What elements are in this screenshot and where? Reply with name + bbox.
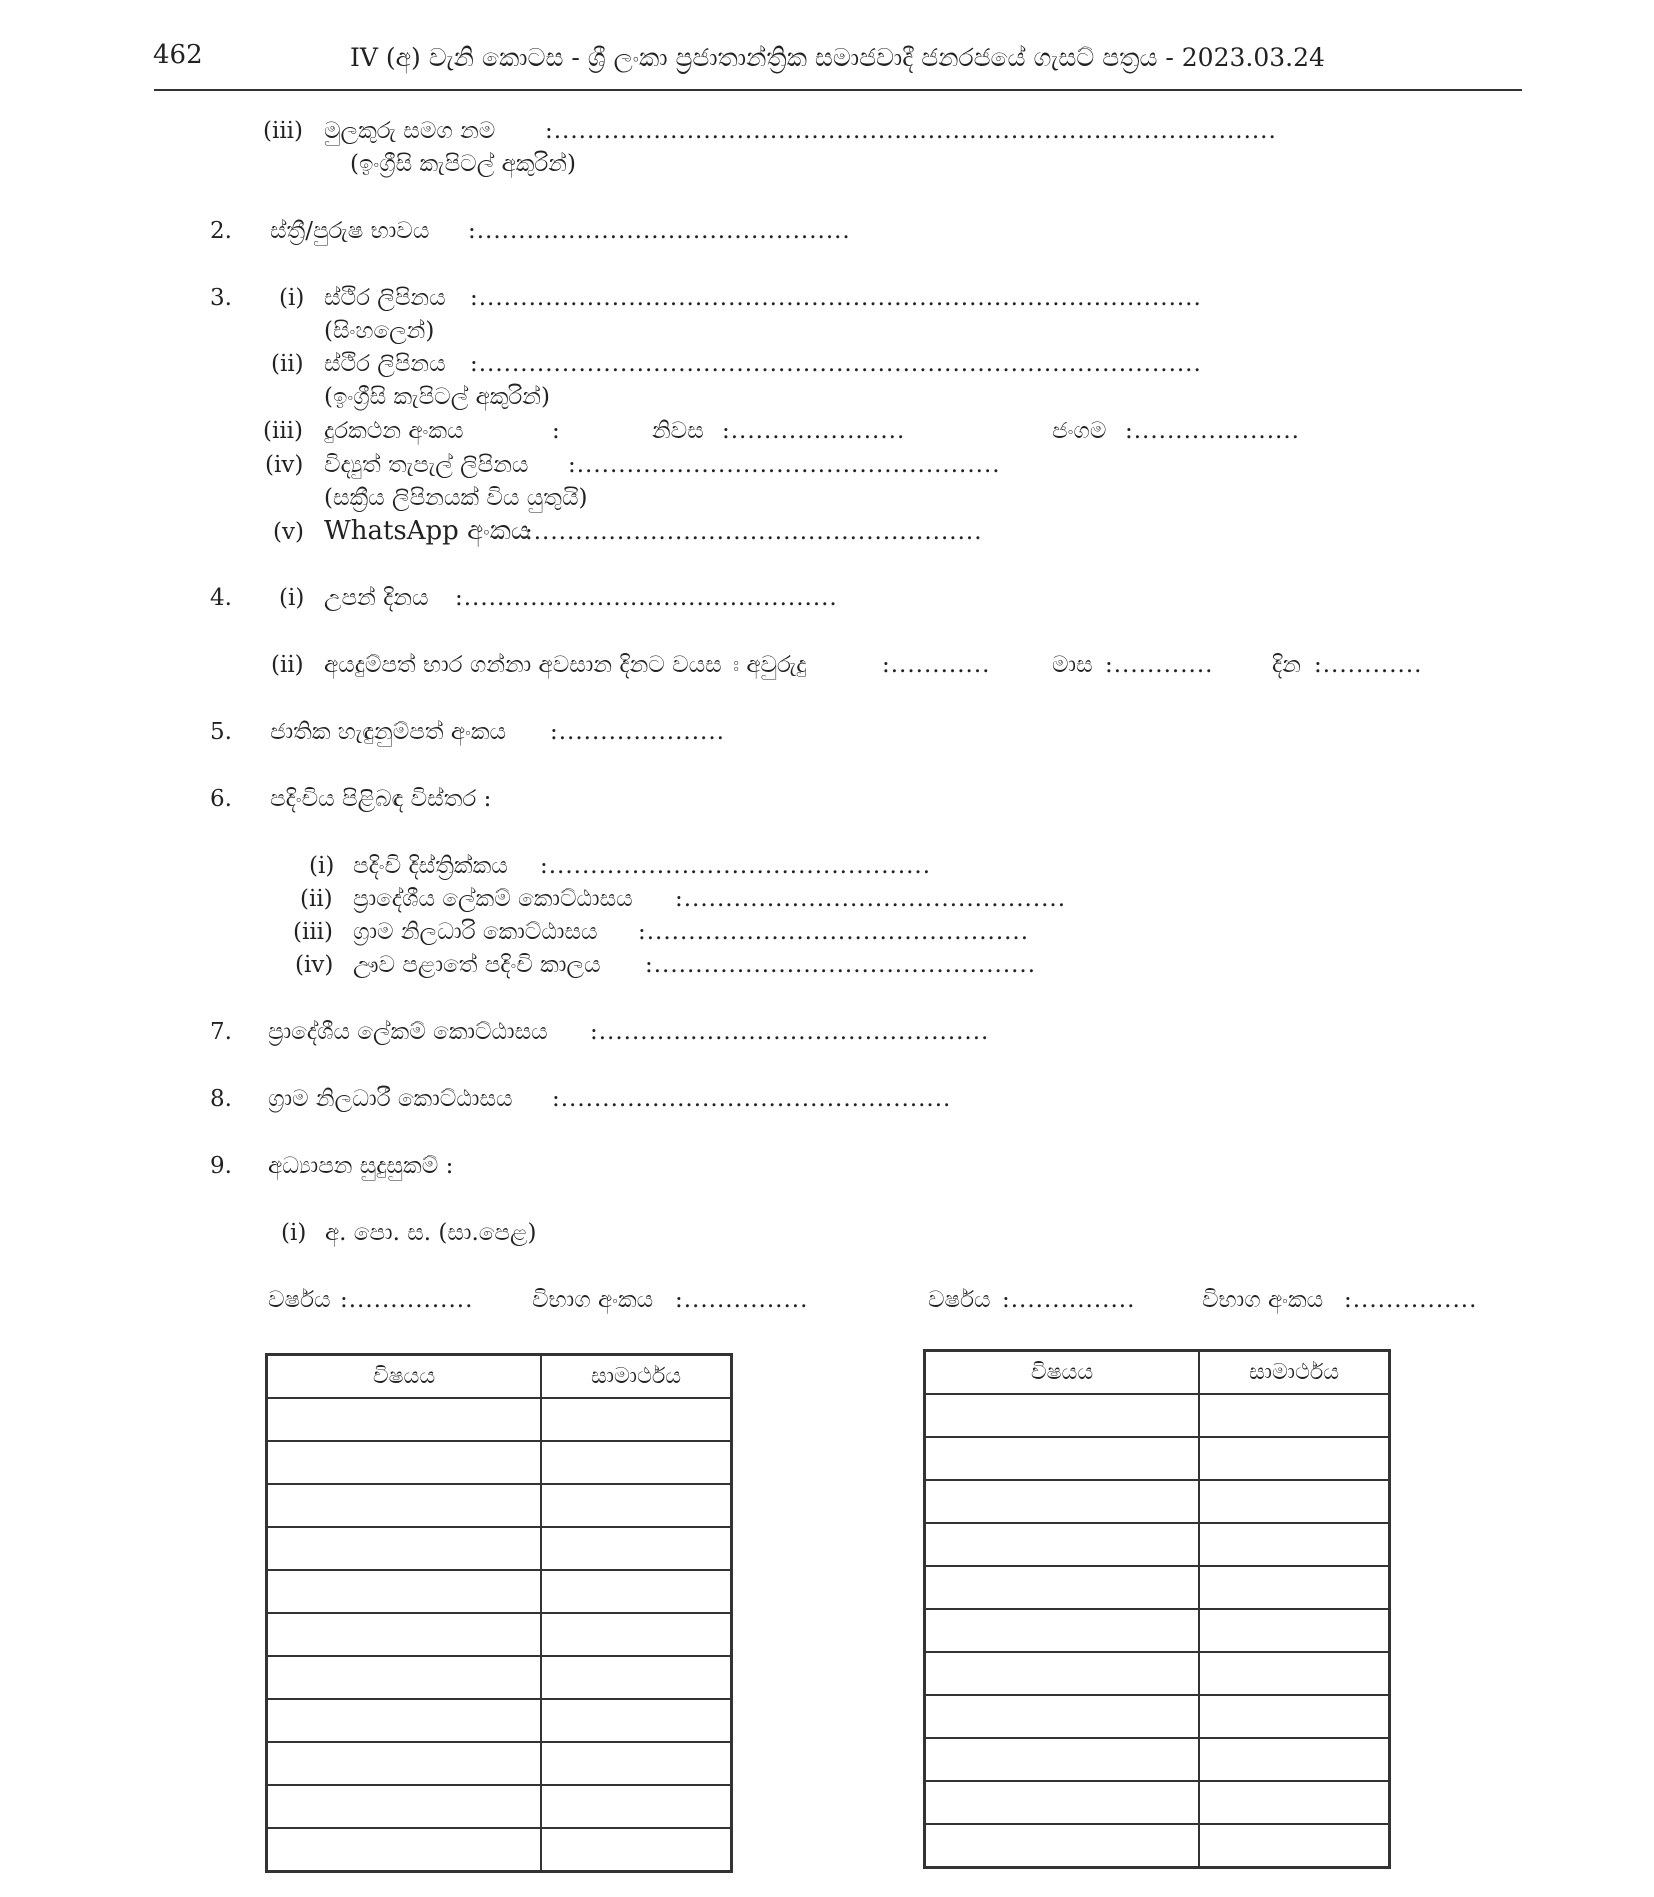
table-row: [267, 1785, 732, 1828]
table-row: [925, 1523, 1390, 1566]
grade-cell[interactable]: [1199, 1566, 1390, 1609]
whatsapp-field[interactable]: :......................................................: [525, 519, 983, 545]
item1-iii-label: මුලකුරු සමග නම: [324, 118, 496, 144]
table-row: [925, 1695, 1390, 1738]
subject-cell[interactable]: [925, 1609, 1200, 1652]
subject-cell[interactable]: [925, 1738, 1200, 1781]
grade-cell[interactable]: [541, 1441, 732, 1484]
ds-division-field[interactable]: :...............................................: [590, 1019, 990, 1045]
subject-cell[interactable]: [267, 1742, 542, 1785]
item6-iii-num: (iii): [293, 919, 334, 945]
right-index-field[interactable]: :...............: [1344, 1287, 1478, 1313]
subject-cell[interactable]: [267, 1398, 542, 1441]
item6-ii-label: ප්‍රාදේශීය ලේකම් කොට්ඨාසය: [353, 886, 633, 912]
table-row: [267, 1570, 732, 1613]
item5-num: 5.: [210, 719, 232, 745]
grade-cell[interactable]: [541, 1828, 732, 1872]
item6-ii-num: (ii): [300, 886, 333, 912]
ol-results-table-left: [265, 1353, 733, 1873]
grade-cell[interactable]: [541, 1613, 732, 1656]
subject-cell[interactable]: [267, 1441, 542, 1484]
table-row: [925, 1652, 1390, 1695]
table-row: [267, 1527, 732, 1570]
subject-cell[interactable]: [925, 1523, 1200, 1566]
item3-num: 3.: [210, 285, 232, 311]
table-row: [267, 1742, 732, 1785]
subject-cell[interactable]: [925, 1695, 1200, 1738]
subject-cell[interactable]: [267, 1699, 542, 1742]
grade-cell[interactable]: [1199, 1480, 1390, 1523]
item6-i-label: පදිංචි දිස්ත්‍රික්කය: [353, 853, 508, 879]
grade-cell[interactable]: [1199, 1824, 1390, 1868]
grade-column-header: සාමාර්ථය: [1199, 1351, 1390, 1395]
item3-iv-num: (iv): [265, 452, 304, 478]
subject-cell[interactable]: [267, 1613, 542, 1656]
age-days-label: දින: [1272, 652, 1301, 678]
left-index-field[interactable]: :...............: [675, 1287, 809, 1313]
subject-cell[interactable]: [267, 1527, 542, 1570]
full-name-field[interactable]: :.......................................................................................: [545, 118, 1277, 144]
home-phone-label: නිවස: [652, 418, 704, 444]
grade-cell[interactable]: [1199, 1695, 1390, 1738]
header-divider: [154, 89, 1522, 91]
item8-label: ග්‍රාම නිලධාරී කොට්ඨාසය: [268, 1086, 513, 1112]
item3-iii-label: දුරකථන අංකය: [324, 418, 464, 444]
item6-iv-num: (iv): [295, 952, 334, 978]
item4-i-label: උපන් දිනය: [324, 585, 429, 611]
item9-label: අධ්‍යාපන සුදුසුකම් :: [268, 1153, 454, 1179]
item6-num: 6.: [210, 786, 232, 812]
page-number: 462: [153, 40, 203, 70]
subject-cell[interactable]: [925, 1480, 1200, 1523]
residence-period-field[interactable]: :..............................................: [645, 952, 1037, 978]
table-row: [267, 1484, 732, 1527]
residence-gn-division-field[interactable]: :..............................................: [638, 919, 1030, 945]
left-index-label: විභාග අංකය: [532, 1287, 654, 1313]
subject-cell[interactable]: [267, 1484, 542, 1527]
page-title: IV (අ) වැනි කොටස - ශ්‍රී ලංකා ප්‍රජාතාන්ත්‍රික සමාජවාදී ජනරජයේ ගැසට් පත්‍රය - 2023.03.24: [350, 43, 1325, 72]
table-row: [925, 1566, 1390, 1609]
right-year-field[interactable]: :...............: [1002, 1287, 1136, 1313]
item7-label: ප්‍රාදේශීය ලේකම් කොට්ඨාසය: [268, 1019, 548, 1045]
right-index-label: විභාග අංකය: [1202, 1287, 1324, 1313]
item6-label: පදිංචිය පිළිබඳ විස්තර :: [270, 786, 492, 812]
table-header-row: [925, 1351, 1390, 1395]
age-months-field[interactable]: :............: [1105, 652, 1214, 678]
grade-cell[interactable]: [541, 1699, 732, 1742]
subject-cell[interactable]: [925, 1437, 1200, 1480]
residence-district-field[interactable]: :..............................................: [540, 853, 932, 879]
table-header-row: [267, 1355, 732, 1399]
grade-cell[interactable]: [1199, 1609, 1390, 1652]
item1-iii-note: (ඉංග්‍රීසි කැපිටල් අකුරින්): [350, 151, 576, 177]
item3-iii-colon: :: [552, 418, 560, 444]
item5-label: ජාතික හැඳුනුම්පත් අංකය: [270, 719, 507, 745]
subject-cell[interactable]: [925, 1394, 1200, 1437]
permanent-address-sinhala-field[interactable]: :.......................................................................................: [470, 285, 1202, 311]
right-year-label: වර්ෂය: [928, 1287, 991, 1313]
item3-i-num: (i): [279, 285, 305, 311]
grade-cell[interactable]: [541, 1785, 732, 1828]
gn-division-field[interactable]: :...............................................: [552, 1086, 952, 1112]
grade-cell[interactable]: [1199, 1394, 1390, 1437]
item4-num: 4.: [210, 585, 232, 611]
gender-field[interactable]: :.............................................: [468, 218, 851, 244]
item1-iii-num: (iii): [263, 118, 304, 144]
subject-column-header: විෂයය: [925, 1351, 1200, 1395]
item3-i-note: (සිංහලෙන්): [324, 318, 435, 344]
grade-cell[interactable]: [1199, 1781, 1390, 1824]
item9-i-label: අ. පො. ස. (සා.පෙළ): [325, 1220, 537, 1246]
item4-ii-label: අයදුම්පත් භාර ගන්නා අවසාන දිනට වයස ඃ අවුරුදු: [324, 652, 807, 678]
item7-num: 7.: [210, 1019, 232, 1045]
item3-ii-label: ස්ථිර ලිපිනය: [324, 351, 446, 377]
table-row: [267, 1398, 732, 1441]
table-row: [267, 1441, 732, 1484]
item3-ii-note: (ඉංග්‍රීසි කැපිටල් අකුරින්): [324, 384, 550, 410]
grade-cell[interactable]: [1199, 1523, 1390, 1566]
table-row: [267, 1613, 732, 1656]
grade-cell[interactable]: [1199, 1437, 1390, 1480]
left-year-field[interactable]: :...............: [340, 1287, 474, 1313]
item8-num: 8.: [210, 1086, 232, 1112]
table-row: [925, 1824, 1390, 1868]
grade-cell[interactable]: [1199, 1652, 1390, 1695]
subject-cell[interactable]: [267, 1656, 542, 1699]
table-row: [925, 1738, 1390, 1781]
item3-v-num: (v): [273, 519, 304, 545]
grade-cell[interactable]: [541, 1398, 732, 1441]
item3-v-label: WhatsApp අංකය: [324, 516, 530, 546]
table-row: [925, 1480, 1390, 1523]
subject-cell[interactable]: [267, 1828, 542, 1872]
table-row: [267, 1656, 732, 1699]
mobile-phone-label: ජංගම: [1052, 418, 1107, 444]
age-months-label: මාස: [1052, 652, 1093, 678]
email-field[interactable]: :...................................................: [568, 452, 1001, 478]
table-row: [925, 1437, 1390, 1480]
subject-cell[interactable]: [925, 1566, 1200, 1609]
table-row: [925, 1394, 1390, 1437]
item6-iii-label: ග්‍රාම නිලධාරි කොට්ඨාසය: [353, 919, 598, 945]
table-row: [267, 1828, 732, 1872]
subject-cell[interactable]: [925, 1781, 1200, 1824]
grade-cell[interactable]: [541, 1656, 732, 1699]
grade-cell[interactable]: [1199, 1738, 1390, 1781]
item3-iv-label: විද්‍යුත් තැපැල් ලිපිනය: [324, 452, 529, 478]
item3-i-label: ස්ථිර ලිපිනය: [324, 285, 446, 311]
item6-i-num: (i): [309, 853, 335, 879]
ol-results-table-right: [923, 1349, 1391, 1869]
table-row: [925, 1609, 1390, 1652]
grade-column-header: සාමාර්ථය: [541, 1355, 732, 1399]
birth-date-field[interactable]: :.............................................: [455, 585, 838, 611]
item3-iii-num: (iii): [263, 418, 304, 444]
left-year-label: වර්ෂය: [268, 1287, 331, 1313]
item2-num: 2.: [210, 218, 232, 244]
subject-cell[interactable]: [267, 1785, 542, 1828]
item6-iv-label: ඌව පළාතේ පදිංචි කාලය: [353, 952, 601, 978]
grade-cell[interactable]: [541, 1484, 732, 1527]
item3-ii-num: (ii): [271, 351, 304, 377]
residence-ds-division-field[interactable]: :..............................................: [675, 886, 1067, 912]
subject-cell[interactable]: [925, 1824, 1200, 1868]
table-row: [925, 1781, 1390, 1824]
item2-label: ස්ත්‍රී/පුරුෂ භාවය: [270, 218, 430, 244]
item4-ii-num: (ii): [271, 652, 304, 678]
mobile-phone-field[interactable]: :....................: [1125, 418, 1300, 444]
grade-cell[interactable]: [541, 1527, 732, 1570]
grade-cell[interactable]: [541, 1570, 732, 1613]
item9-num: 9.: [210, 1153, 232, 1179]
item4-i-num: (i): [279, 585, 305, 611]
grade-cell[interactable]: [541, 1742, 732, 1785]
permanent-address-english-field[interactable]: :.......................................................................................: [470, 351, 1202, 377]
table-row: [267, 1699, 732, 1742]
home-phone-field[interactable]: :.....................: [722, 418, 906, 444]
subject-column-header: විෂයය: [267, 1355, 542, 1399]
age-years-field[interactable]: :............: [882, 652, 991, 678]
nic-field[interactable]: :....................: [550, 719, 725, 745]
item3-iv-note: (සක්‍රීය ලිපිනයක් විය යුතුයි): [324, 485, 588, 511]
subject-cell[interactable]: [925, 1652, 1200, 1695]
age-days-field[interactable]: :............: [1314, 652, 1423, 678]
subject-cell[interactable]: [267, 1570, 542, 1613]
item9-i-num: (i): [281, 1220, 307, 1246]
